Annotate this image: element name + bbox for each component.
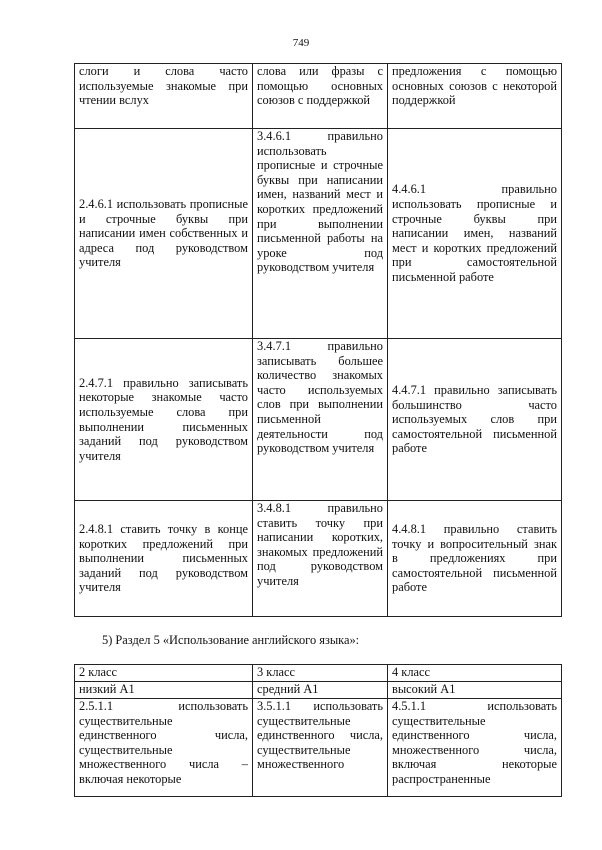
page-number: 749 [292, 37, 310, 49]
table-cell: 3.4.7.1 правильно записывать большее количество знакомых часто используемых слов при выполнении письменной деятельности под руководством учителя [253, 339, 388, 501]
table-cell: 2.4.6.1 использовать прописные и строчные буквы при написании имен собственных и адреса под руководством учителя [75, 129, 253, 339]
level-cell: низкий А1 [75, 682, 253, 699]
table-row [75, 129, 562, 339]
grade-header: 4 класс [388, 665, 562, 682]
table-cell: 4.4.8.1 правильно ставить точку и вопросительный знак в предложениях при самостоятельной письменной работе [388, 501, 562, 617]
table-cell: предложения с помощью основных союзов с некоторой поддержкой [388, 64, 562, 129]
table-cell: слова или фразы с помощью основных союзов с поддержкой [253, 64, 388, 129]
grade-header: 3 класс [253, 665, 388, 682]
cell-text: 4.5.1.1 использовать существительные единственного числа, множественного числа, включая некоторые распространенные [392, 699, 557, 786]
level-cell: высокий А1 [388, 682, 562, 699]
table-cell [75, 699, 253, 797]
table-row [75, 699, 562, 797]
outcomes-table-language-use [74, 664, 562, 797]
table-cell [388, 699, 562, 797]
table-cell: 4.4.6.1 правильно использовать прописные и строчные буквы при написании имен, названий мест и коротких предложений при самостоятельной письменной работе [388, 129, 562, 339]
outcomes-table-writing [74, 63, 562, 617]
table-cell: 4.4.7.1 правильно записывать большинство часто используемых слов при самостоятельной письменной работе [388, 339, 562, 501]
section-heading: 5) Раздел 5 «Использование английского языка»: [102, 633, 360, 647]
table-cell [253, 699, 388, 797]
table-cell: 2.4.7.1 правильно записывать некоторые знакомые часто используемые слова при выполнении письменных заданий под руководством учителя [75, 339, 253, 501]
table-row [75, 339, 562, 501]
table-cell: 2.4.8.1 ставить точку в конце коротких предложений при выполнении письменных заданий под руководством учителя [75, 501, 253, 617]
cell-text: 2.5.1.1 использовать существительные единственного числа, существительные множественного числа – включая некоторые [79, 699, 248, 786]
table-cell: 3.4.8.1 правильно ставить точку при написании коротких, знакомых предложений под руководством учителя [253, 501, 388, 617]
grade-header: 2 класс [75, 665, 253, 682]
table-row [75, 64, 562, 129]
table-cell: слоги и слова часто используемые знакомые при чтении вслух [75, 64, 253, 129]
table-cell: 3.4.6.1 правильно использовать прописные и строчные буквы при написании имен, названий мест и коротких предложений при выполнении письменной работы на уроке под руководством учителя [253, 129, 388, 339]
table-row [75, 501, 562, 617]
cell-text: 3.5.1.1 использовать существительные единственного числа, существительные множественного [257, 699, 383, 772]
table-header-row [75, 665, 562, 682]
table-level-row [75, 682, 562, 699]
level-cell: средний А1 [253, 682, 388, 699]
